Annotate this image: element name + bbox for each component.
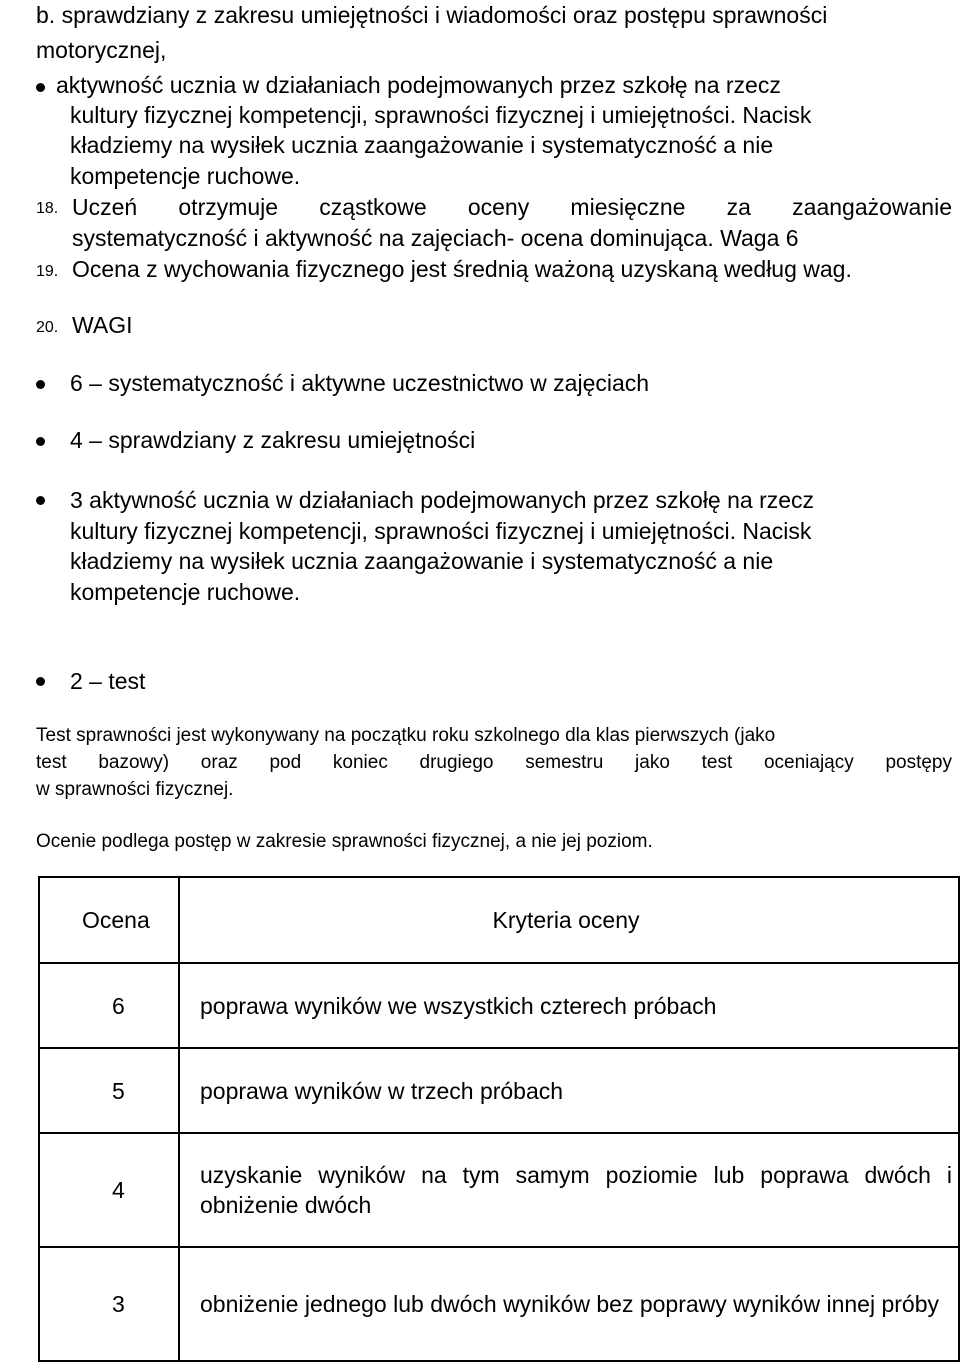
point-number: 19. <box>36 263 59 280</box>
table-row <box>39 963 959 1048</box>
criteria-cell: obniżenie jednego lub dwóch wyników bez poprawy wyników innej próby <box>179 1247 959 1361</box>
criteria-cell: uzyskanie wyników na tym samym poziomie lub poprawa dwóch i obniżenie dwóch <box>179 1133 959 1247</box>
grade-cell: 3 <box>39 1247 179 1361</box>
bullet-text-line: kompetencje ruchowe. <box>70 163 301 189</box>
test-paragraph-line1: Test sprawności jest wykonywany na początku roku szkolnego dla klas pierwszych (jako <box>36 725 776 746</box>
bullet-text-line: aktywność ucznia w działaniach podejmowanych przez szkołę na rzecz <box>56 72 781 98</box>
weight-3-line1: 3 aktywność ucznia w działaniach podejmowanych przez szkołę na rzecz <box>70 487 815 513</box>
test-paragraph-line2: test bazowy) oraz pod koniec drugiego semestru jako test oceniający postępy <box>36 752 952 773</box>
grade-cell: 4 <box>39 1133 179 1247</box>
weight-3-line4: kompetencje ruchowe. <box>70 579 301 605</box>
bullet-icon <box>36 380 45 389</box>
table-header-row <box>39 877 959 963</box>
weight-3-line3: kładziemy na wysiłek ucznia zaangażowanie i systematyczność a nie <box>70 548 774 574</box>
table-row <box>39 1048 959 1133</box>
grade-cell: 6 <box>39 963 179 1048</box>
weight-4: 4 – sprawdziany z zakresu umiejętności <box>70 427 476 453</box>
item-b-line1: b. sprawdziany z zakresu umiejętności i wiadomości oraz postępu sprawności <box>36 2 828 28</box>
bullet-icon <box>36 496 45 505</box>
bullet-text-line: kultury fizycznej kompetencji, sprawności fizycznej i umiejętności. Nacisk <box>70 102 812 128</box>
bullet-icon <box>36 437 45 446</box>
table-row <box>39 1133 959 1247</box>
table-row <box>39 1247 959 1361</box>
weight-2: 2 – test <box>70 668 146 694</box>
point-18-line1: Uczeń otrzymuje cząstkowe oceny miesięczne za zaangażowanie <box>72 194 952 220</box>
progress-note: Ocenie podlega postęp w zakresie sprawności fizycznej, a nie jej poziom. <box>36 831 653 852</box>
header-criteria: Kryteria oceny <box>179 877 959 963</box>
point-number: 20. <box>36 319 59 336</box>
header-grade: Ocena <box>39 877 179 963</box>
point-19-line: Ocena z wychowania fizycznego jest średnią ważoną uzyskaną według wag. <box>72 256 852 282</box>
weight-3-line2: kultury fizycznej kompetencji, sprawności fizycznej i umiejętności. Nacisk <box>70 518 812 544</box>
weight-6: 6 – systematyczność i aktywne uczestnictwo w zajęciach <box>70 370 650 396</box>
bullet-icon <box>36 677 45 686</box>
point-18-line2: systematyczność i aktywność na zajęciach- ocena dominująca. Waga 6 <box>72 225 799 251</box>
test-paragraph-line3: w sprawności fizycznej. <box>36 779 234 800</box>
grade-cell: 5 <box>39 1048 179 1133</box>
bullet-text-line: kładziemy na wysiłek ucznia zaangażowanie i systematyczność a nie <box>70 132 774 158</box>
point-number: 18. <box>36 200 59 217</box>
bullet-icon <box>36 83 45 92</box>
criteria-cell: poprawa wyników we wszystkich czterech próbach <box>179 963 959 1048</box>
point-20-heading: WAGI <box>72 312 133 338</box>
criteria-cell: poprawa wyników w trzech próbach <box>179 1048 959 1133</box>
item-b-line2: motorycznej, <box>36 37 167 63</box>
criteria-table <box>38 876 960 1362</box>
